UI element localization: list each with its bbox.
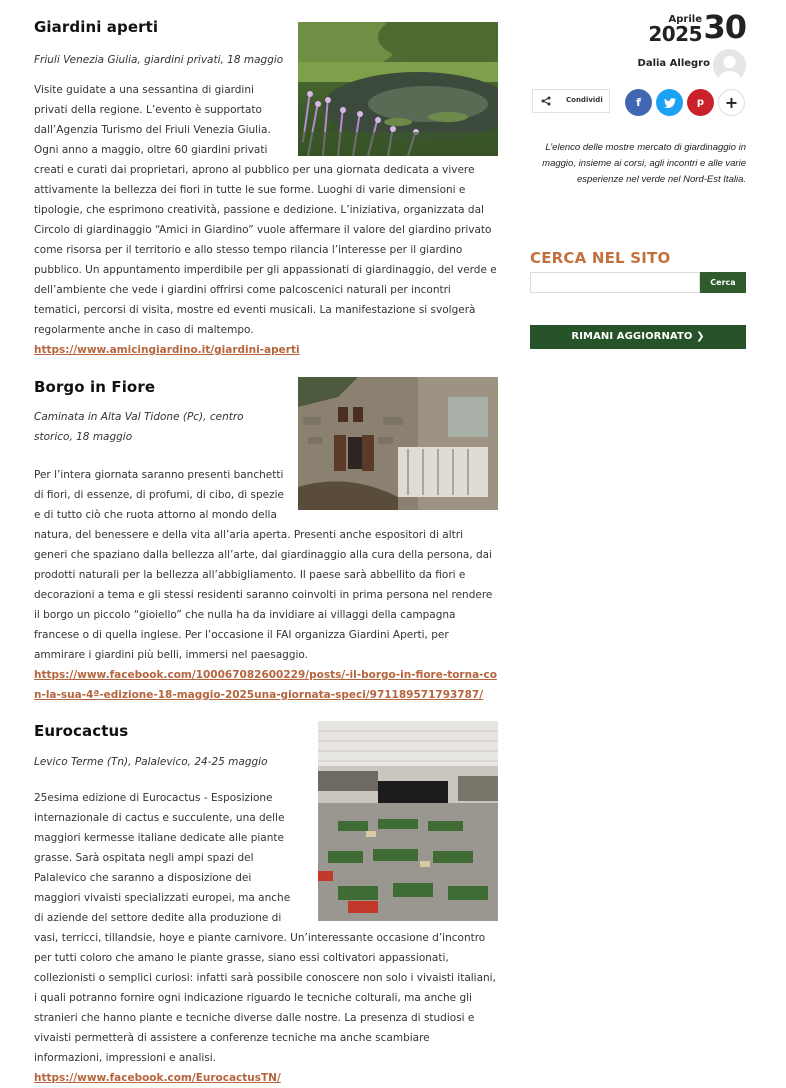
date-block: [640, 8, 746, 46]
twitter-bird-icon: [664, 98, 676, 108]
date-year: 2025: [648, 22, 702, 46]
pinterest-icon[interactable]: p: [687, 89, 714, 116]
section-subtitle: Caminata in Alta Val Tidone (Pc), centro storico, 18 maggio: [34, 411, 244, 443]
article-body: [34, 0, 498, 1088]
section-title: Eurocactus: [34, 722, 129, 740]
twitter-icon[interactable]: [656, 89, 683, 116]
section-link[interactable]: https://www.facebook.com/100067082600229/posts/-il-borgo-in-fiore-torna-con-la-sua-4ª-edizione-18-maggio-2025una-giornata-speci/971189571793787/: [34, 669, 497, 701]
site-tagline: L’elenco delle mostre mercato di giardinaggio in maggio, insieme ai corsi, agli incontri e alle varie esperienze nel verde nel Nord-Est Italia.: [542, 142, 746, 185]
section-eurocactus: [34, 705, 498, 1088]
section-giardini-aperti: [34, 0, 498, 360]
exhibition-hall-photo: [318, 721, 498, 921]
subscribe-button[interactable]: RIMANI AGGIORNATO ❯: [530, 325, 746, 349]
section-text: Visite guidate a una sessantina di giardini privati della regione. L’evento è supportato dall’Agenzia Turismo del Friuli Venezia Giulia. Ogni anno a maggio, oltre 60 giardini privati creati e curati dai proprietari, aprono al pubblico per una giornata dedicata a vivere attivamente la bellezza dei fiori in tutte le sue forme. Luoghi di varie dimensioni e tipologie, che esprimono creatività, passione e dedizione. L’iniziativa, organizzata dal Circolo di giardinaggio “Amici in Giardino” vuole affermare il valore del giardino privato come risorsa per il territorio e allo stesso tempo rilancia l’interesse per il giardino pubblico. Un appuntamento imperdibile per gli appassionati di giardinaggio, del verde e dell’ambiente che vede i giardini offrirsi come palcoscenici naturali per incontri tematici, percorsi di visita, mostre ed eventi musicali. La manifestazione si svolgerà regolarmente anche in caso di maltempo.: [34, 84, 497, 336]
exhibition-hall-image: [318, 721, 498, 921]
search-input[interactable]: [530, 272, 700, 293]
facebook-icon[interactable]: f: [625, 89, 652, 116]
section-subtitle: Levico Terme (Tn), Palalevico, 24-25 maggio: [34, 756, 268, 768]
stone-house-photo: [298, 377, 498, 510]
garden-pond-photo: [298, 22, 498, 156]
author-name[interactable]: Dalia Allegro: [637, 58, 710, 69]
section-link[interactable]: https://www.facebook.com/EurocactusTN/: [34, 1072, 281, 1084]
date-month: Aprile: [668, 14, 702, 25]
share-icon: [541, 96, 551, 106]
garden-pond-image: [298, 22, 498, 156]
section-title: Giardini aperti: [34, 18, 159, 36]
share-button[interactable]: [532, 89, 610, 113]
section-title: Borgo in Fiore: [34, 378, 156, 396]
avatar[interactable]: [713, 49, 746, 82]
user-icon: [713, 49, 746, 82]
date-day: 30: [703, 8, 746, 46]
more-share-icon[interactable]: +: [718, 89, 745, 116]
stone-house-image: [298, 377, 498, 510]
search-button[interactable]: Cerca: [700, 272, 746, 293]
section-link[interactable]: https://www.amicingiardino.it/giardini-aperti: [34, 344, 300, 356]
search-heading: CERCA NEL SITO: [530, 249, 671, 267]
section-borgo-in-fiore: [34, 360, 498, 705]
section-text: Per l’intera giornata saranno presenti banchetti di fiori, di essenze, di profumi, di cibo, di spezie e di tutto ciò che ruota attorno al mondo della natura, del benessere e della vita all’aria aperta. Presenti anche espositori di altri generi che spaziano dalla bellezza all’arte, dal giardinaggio alla cura della persona, dai prodotti naturali per la bellezza all’abbigliamento. Il paese sarà abbellito da fiori e decorazioni a tema e gli stessi residenti saranno coinvolti in prima persona nel rendere il borgo un piccolo “gioiello” che nulla ha da invidiare ai villaggi della campagna francese o di quella inglese. Per l’occasione il FAI organizza Giardini Aperti, per ammirare i giardini più belli, immersi nel paesaggio.: [34, 469, 493, 661]
section-subtitle: Friuli Venezia Giulia, giardini privati, 18 maggio: [34, 54, 284, 66]
section-text: 25esima edizione di Eurocactus - Esposizione internazionale di cactus e succulente, una delle maggiori kermesse italiane dedicate alle piante grasse. Sarà ospitata negli ampi spazi del Palalevico che saranno a disposizione dei maggiori vivaisti specializzati europei, ma anche di aziende del settore dedite alla produzione di vasi, terricci, tillandsie, hoye e piante carnivore. Un’interessante occasione d’incontro per tutti coloro che amano le piante grasse, siano essi coltivatori appassionati, collezionisti o semplici curiosi: infatti sarà possibile conoscere non solo i vivaisti italiani, i quali potranno fornire ogni indicazione riguardo le tecniche colturali, ma anche gli stranieri che hanno piante e tecniche diverse dalle nostre. La presenza di studiosi e vivaisti permetterà di assistere a conferenze tecniche ma anche scambiare informazioni, impressioni e analisi.: [34, 792, 496, 1064]
share-label: Condividi: [566, 96, 603, 104]
